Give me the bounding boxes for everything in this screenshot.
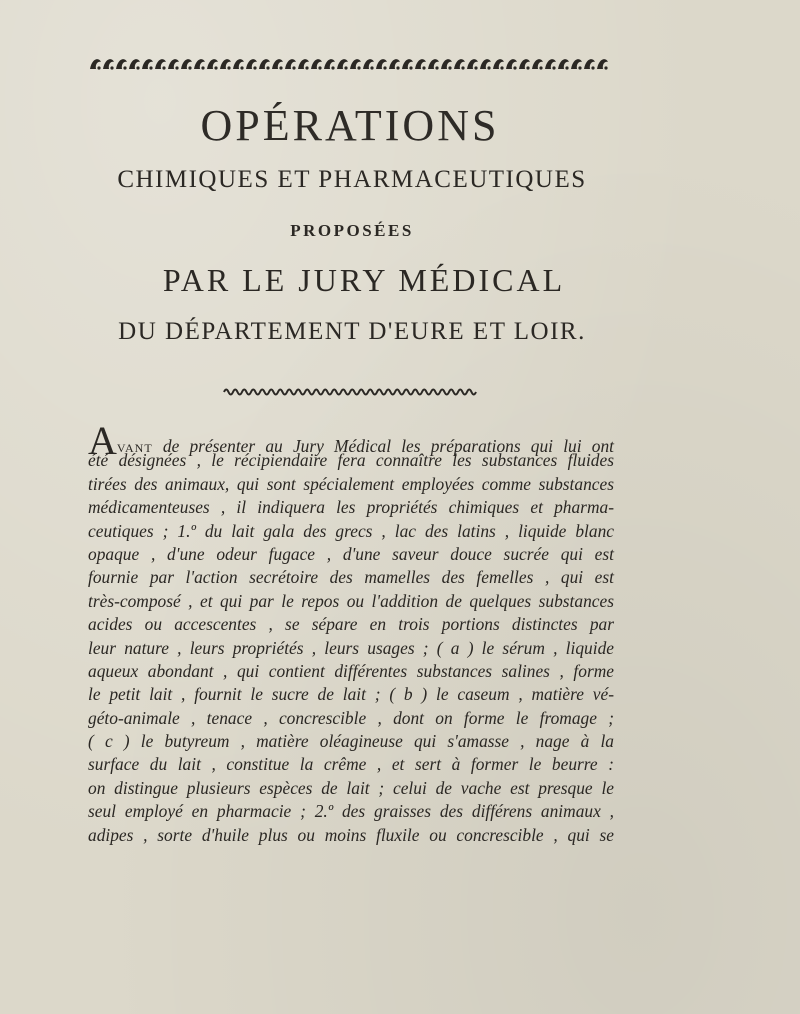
opening-word: vant (116, 436, 153, 456)
body-line-text: de présenter au Jury Médical les préparations qui lui ont (152, 436, 614, 456)
title-subtitle-jury: PAR LE JURY MÉDICAL (162, 262, 566, 298)
ornament-leaf-icon (181, 59, 192, 69)
ornament-leaf-icon (454, 59, 465, 69)
ornament-leaf-icon (389, 59, 400, 69)
ornament-leaf-icon (363, 59, 374, 69)
ornament-leaf-icon (103, 59, 114, 69)
ornament-leaf-icon (168, 59, 179, 69)
ornament-leaf-icon (597, 59, 608, 69)
ornament-leaf-icon (376, 59, 387, 69)
ornament-pattern-icon (88, 54, 610, 74)
body-line: ( c ) le butyreum , matière oléagineuse qui s'amasse , nage à la (88, 731, 614, 752)
body-line: aqueux abondant , qui contient différentes substances salines , forme (88, 660, 614, 681)
ornament-leaf-icon (90, 59, 101, 69)
ornament-leaf-icon (467, 59, 478, 69)
middle-ornament-rule (222, 386, 478, 398)
ornament-leaf-icon (259, 59, 270, 69)
wave-line (224, 390, 476, 395)
ornament-leaf-icon (116, 59, 127, 69)
ornament-leaf-icon (506, 59, 517, 69)
title-subtitle-chimiques: CHIMIQUES ET PHARMACEUTIQUES (117, 166, 587, 193)
ornament-leaf-icon (337, 59, 348, 69)
ornament-leaf-icon (142, 59, 153, 69)
body-line: tirées des animaux, qui sont spécialement employées comme substances (88, 473, 614, 494)
ornament-leaf-icon (480, 59, 491, 69)
ornament-leaf-icon (428, 59, 439, 69)
ornament-leaf-icon (207, 59, 218, 69)
ornament-leaf-icon (558, 59, 569, 69)
title-subtitle-departement: DU DÉPARTEMENT D'EURE ET LOIR. (118, 318, 586, 345)
ornament-leaf-icon (220, 59, 231, 69)
body-line: surface du lait , constitue la crême , et sert à former le beurre : (88, 754, 614, 775)
ornament-leaf-icon (493, 59, 504, 69)
body-line: le petit lait , fournit le sucre de lait ; ( b ) le caseum , matière vé- (88, 684, 614, 705)
body-line: acides ou accescentes , se sépare en trois portions distinctes par (88, 614, 614, 635)
body-line: seul employé en pharmacie ; 2.º des graisses des différens animaux , (88, 801, 614, 822)
ornament-leaf-icon (233, 59, 244, 69)
ornament-leaf-icon (415, 59, 426, 69)
body-line: adipes , sorte d'huile plus ou moins fluxile ou concrescible , qui se (88, 824, 614, 845)
ornament-leaf-icon (571, 59, 582, 69)
ornament-leaf-icon (155, 59, 166, 69)
ornament-leaf-icon (324, 59, 335, 69)
title-subtitle-proposees: PROPOSÉES (290, 221, 414, 240)
body-line: leur nature , leurs propriétés , leurs usages ; ( a ) le sérum , liquide (88, 637, 614, 658)
body-line: on distingue plusieurs espèces de lait ; celui de vache est presque le (88, 777, 614, 798)
body-line: ceutiques ; 1.º du lait gala des grecs , lac des latins , liquide blanc (88, 520, 614, 541)
wave-rule-icon (222, 386, 478, 398)
ornament-leaf-icon (311, 59, 322, 69)
body-line: opaque , d'une odeur fugace , d'une saveur douce sucrée qui est (88, 543, 614, 564)
ornament-leaf-icon (350, 59, 361, 69)
body-line: fournie par l'action secrétoire des mamelles des femelles , qui est (88, 567, 614, 588)
ornament-leaf-icon (272, 59, 283, 69)
page-title: OPÉRATIONS (200, 101, 500, 150)
ornament-leaf-icon (129, 59, 140, 69)
body-line: médicamenteuses , il indiquera les propriétés chimiques et pharma- (88, 497, 614, 518)
drop-cap: A (88, 418, 117, 463)
ornament-leaf-icon (246, 59, 257, 69)
ornament-leaf-icon (285, 59, 296, 69)
ornament-leaf-icon (298, 59, 309, 69)
ornament-leaf-icon (584, 59, 595, 69)
body-line: très-composé , et qui par le repos ou l'addition de quelques substances (88, 590, 614, 611)
ornament-leaf-icon (532, 59, 543, 69)
body-line: été désignées , le récipiendaire fera connaître les substances fluides (88, 450, 614, 471)
ornament-leaf-icon (402, 59, 413, 69)
ornament-leaf-icon (519, 59, 530, 69)
ornament-leaf-icon (441, 59, 452, 69)
body-paragraph (88, 418, 614, 847)
ornament-leaf-icon (545, 59, 556, 69)
top-ornament-rule (88, 54, 610, 74)
body-line: géto-animale , tenace , concrescible , dont on forme le fromage ; (88, 707, 614, 728)
ornament-leaf-icon (194, 59, 205, 69)
